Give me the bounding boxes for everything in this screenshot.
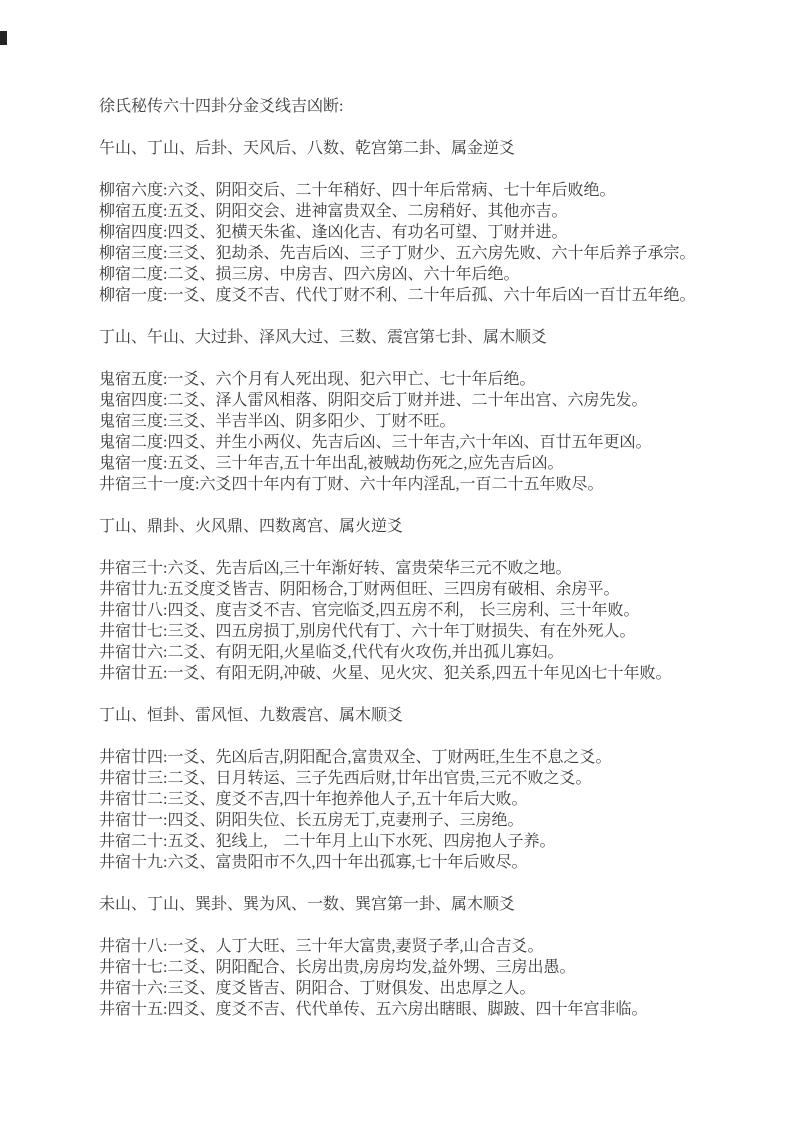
entry-line: 井宿十六:三爻、度爻皆吉、阴阳合、丁财俱发、出忠厚之人。	[99, 980, 536, 997]
entry-line: 井宿十八:一爻、人丁大旺、三十年大富贵,妻贤子孝,山合吉爻。	[99, 938, 544, 955]
section-hexagram-daguo	[99, 327, 753, 495]
entry-line: 井宿廿九:五爻度爻皆吉、阴阳杨合,丁财两但旺、三四房有破相、余房平。	[99, 581, 620, 598]
section-body	[99, 180, 753, 306]
entry-line: 柳宿三度:三爻、犯劫杀、先吉后凶、三子丁财少、五六房先败、六十年后养子承宗。	[99, 245, 696, 262]
entry-line: 鬼宿五度:一爻、六个月有人死出现、犯六甲亡、七十年后绝。	[99, 371, 536, 388]
section-body	[99, 369, 753, 495]
entry-line: 井宿廿一:四爻、阴阳失位、长五房无丁,克妻刑子、三房绝。	[99, 812, 524, 829]
entry-line: 鬼宿二度:四爻、并生小两仪、先吉后凶、三十年吉,六十年凶、百廿五年更凶。	[99, 434, 652, 451]
section-header: 午山、丁山、后卦、天风后、八数、乾宫第二卦、属金逆爻	[99, 140, 516, 157]
section-body	[99, 936, 753, 1020]
section-hexagram-heng	[99, 705, 753, 873]
entry-line: 井宿二十:五爻、犯线上, 二十年月上山下水死、四房抱人子养。	[99, 833, 556, 850]
entry-line: 井宿廿六:二爻、有阴无阳,火星临爻,代代有火攻伤,并出孤儿寡妇。	[99, 644, 564, 661]
entry-line: 井宿廿七:三爻、四五房损丁,别房代代有丁、六十年丁财损失、有在外死人。	[99, 623, 636, 640]
document-title: 徐氏秘传六十四卦分金爻线吉凶断:	[99, 98, 344, 115]
scan-artifact-mark	[0, 31, 7, 45]
entry-line: 井宿廿八:四爻、度吉爻不吉、官完临爻,四五房不利, 长三房利、三十年败。	[99, 602, 640, 619]
entry-line: 井宿廿三:二爻、日月转运、三子先西后财,廿年出官贵,三元不败之爻。	[99, 770, 592, 787]
entry-line: 井宿十七:二爻、阴阳配合、长房出贵,房房均发,益外甥、三房出愚。	[99, 959, 576, 976]
section-hexagram-gou	[99, 138, 753, 306]
section-header: 丁山、鼎卦、火风鼎、四数离宫、属火逆爻	[99, 518, 404, 535]
entry-line: 鬼宿一度:五爻、三十年吉,五十年出乱,被贼劫伤死之,应先吉后凶。	[99, 455, 564, 472]
section-hexagram-ding	[99, 516, 753, 684]
entry-line: 井宿三十:六爻、先吉后凶,三十年渐好转、富贵荣华三元不败之地。	[99, 560, 572, 577]
document-content	[99, 96, 753, 1041]
entry-line: 井宿十五:四爻、度爻不吉、代代单传、五六房出瞎眼、脚跛、四十年宫非临。	[99, 1001, 648, 1018]
entry-line: 井宿廿五:一爻、有阳无阴,冲破、火星、见火灾、犯关系,四五十年见凶七十年败。	[99, 665, 672, 682]
entry-line: 井宿三十一度:六爻四十年内有丁财、六十年内淫乱,一百二十五年败尽。	[99, 476, 604, 493]
section-hexagram-xun	[99, 894, 753, 1020]
entry-line: 柳宿六度:六爻、阴阳交后、二十年稍好、四十年后常病、七十年后败绝。	[99, 182, 616, 199]
entry-line: 鬼宿四度:二爻、泽人雷风相落、阴阳交后丁财并进、二十年出宫、六房先发。	[99, 392, 648, 409]
entry-line: 鬼宿三度:三爻、半吉半凶、阴多阳少、丁财不旺。	[99, 413, 456, 430]
section-body	[99, 558, 753, 684]
section-header: 未山、丁山、巽卦、巽为风、一数、巽宫第一卦、属木顺爻	[99, 896, 516, 913]
entry-line: 井宿十九:六爻、富贵阳市不久,四十年出孤寡,七十年后败尽。	[99, 854, 528, 871]
section-header: 丁山、午山、大过卦、泽风大过、三数、震宫第七卦、属木顺爻	[99, 329, 548, 346]
entry-line: 柳宿二度:二爻、损三房、中房吉、四六房凶、六十年后绝。	[99, 266, 520, 283]
entry-line: 柳宿四度:四爻、犯横天朱雀、逢凶化吉、有功名可望、丁财并进。	[99, 224, 568, 241]
entry-line: 柳宿五度:五爻、阴阳交会、进神富贵双全、二房稍好、其他亦吉。	[99, 203, 568, 220]
entry-line: 柳宿一度:一爻、度爻不吉、代代丁财不利、二十年后孤、六十年后凶一百廿五年绝。	[99, 287, 696, 304]
section-header: 丁山、恒卦、雷风恒、九数震宫、属木顺爻	[99, 707, 404, 724]
entry-line: 井宿廿二:三爻、度爻不吉,四十年抱养他人子,五十年后大败。	[99, 791, 528, 808]
entry-line: 井宿廿四:一爻、先凶后吉,阴阳配合,富贵双全、丁财两旺,生生不息之爻。	[99, 749, 612, 766]
section-body	[99, 747, 753, 873]
